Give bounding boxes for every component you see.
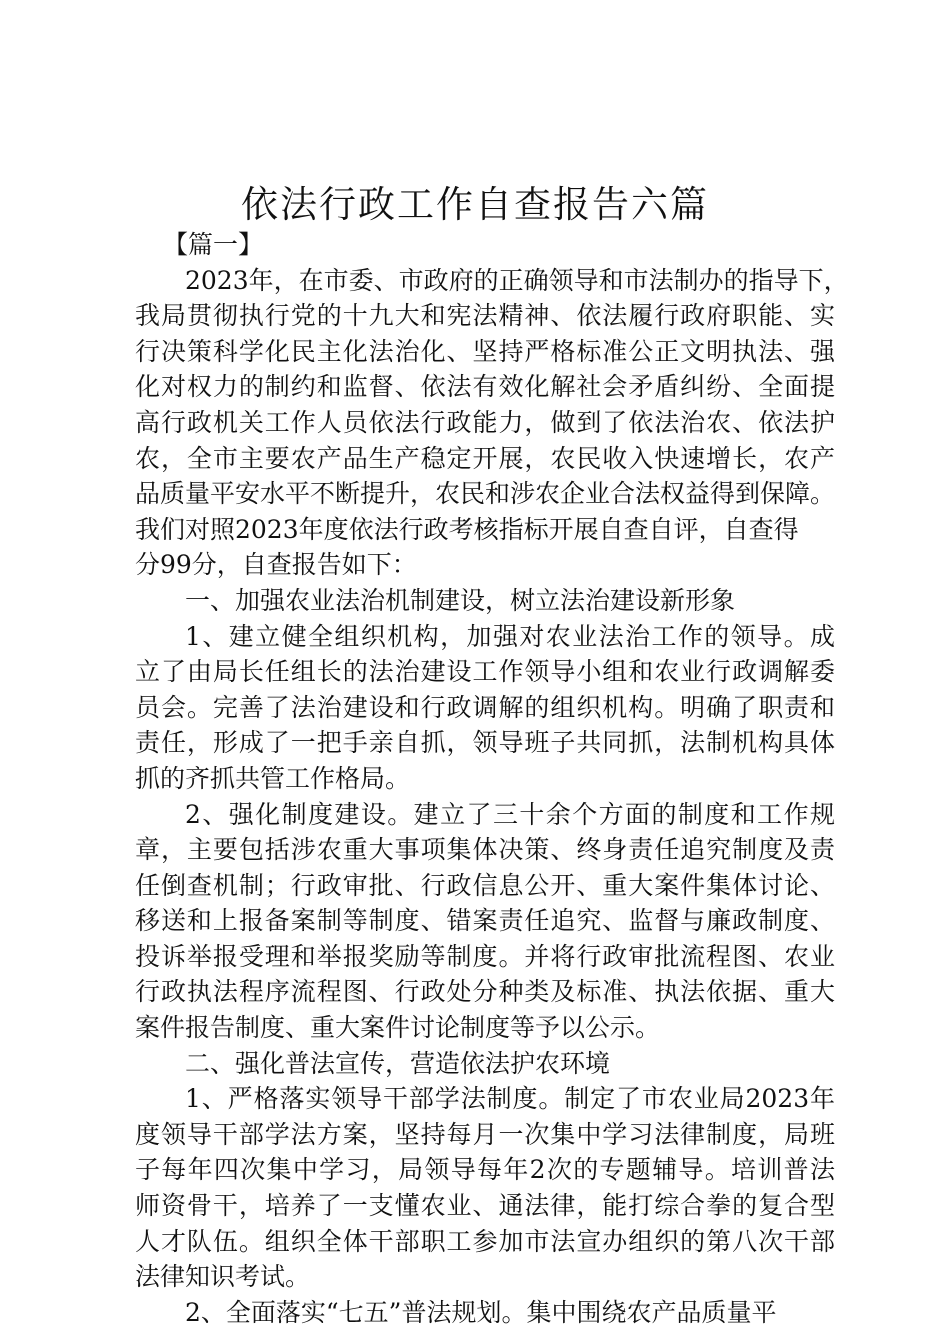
paragraph-line: 化对权力的制约和监督、依法有效化解社会矛盾纠纷、全面提 [135, 372, 835, 402]
paragraph-line: 分99分，自查报告如下： [135, 550, 417, 580]
paragraph-line: 行政执法程序流程图、行政处分种类及标准、执法依据、重大 [135, 977, 835, 1007]
paragraph-line: 员会。完善了法治建设和行政调解的组织机构。明确了职责和 [135, 692, 835, 722]
paragraph-line: 子每年四次集中学习，局领导每年2次的专题辅导。培训普法 [135, 1155, 835, 1185]
paragraph-line: 章，主要包括涉农重大事项集体决策、终身责任追究制度及责 [135, 835, 835, 865]
document-title: 依法行政工作自查报告六篇 [241, 183, 709, 226]
paragraph-line: 抓的齐抓共管工作格局。 [135, 763, 411, 793]
paragraph-line: 立了由局长任组长的法治建设工作领导小组和农业行政调解委 [135, 657, 835, 687]
document-body [135, 227, 849, 1330]
paragraph-line: 度领导干部学法方案，坚持每月一次集中学习法律制度，局班 [135, 1119, 835, 1149]
paragraph-line: 1、建立健全组织机构，加强对农业法治工作的领导。成 [185, 621, 835, 651]
paragraph-line: 农，全市主要农产品生产稳定开展，农民收入快速增长，农产 [135, 443, 835, 473]
paragraph-line: 行决策科学化民主化法治化、坚持严格标准公正文明执法、强 [135, 336, 835, 366]
paragraph-line: 1、严格落实领导干部学法制度。制定了市农业局2023年 [185, 1084, 835, 1114]
paragraph-line: 我们对照2023年度依法行政考核指标开展自查自评，自查得 [135, 514, 799, 544]
subheading: 一、加强农业法治机制建设，树立法治建设新形象 [185, 585, 736, 615]
paragraph-line: 品质量平安水平不断提升，农民和涉农企业合法权益得到保障。 [135, 479, 836, 509]
paragraph-line: 案件报告制度、重大案件讨论制度等予以公示。 [135, 1013, 661, 1043]
paragraph-line: 2023年，在市委、市政府的正确领导和市法制办的指导下， [185, 265, 849, 295]
paragraph-line: 任倒查机制；行政审批、行政信息公开、重大案件集体讨论、 [135, 870, 835, 900]
paragraph-line: 2、全面落实“七五”普法规划。集中围绕农产品质量平 [185, 1297, 777, 1327]
paragraph-line: 师资骨干，培养了一支懂农业、通法律，能打综合拳的复合型 [135, 1191, 835, 1221]
paragraph-line: 高行政机关工作人员依法行政能力，做到了依法治农、依法护 [135, 407, 835, 437]
paragraph-line: 法律知识考试。 [135, 1262, 311, 1292]
section-heading: 【篇一】 [163, 230, 264, 259]
paragraph-line: 2、强化制度建设。建立了三十余个方面的制度和工作规 [185, 799, 835, 829]
paragraph-line: 我局贯彻执行党的十九大和宪法精神、依法履行政府职能、实 [135, 301, 835, 331]
paragraph-line: 投诉举报受理和举报奖励等制度。并将行政审批流程图、农业 [135, 941, 835, 971]
paragraph-line: 移送和上报备案制等制度、错案责任追究、监督与廉政制度、 [135, 906, 835, 936]
paragraph-line: 责任，形成了一把手亲自抓，领导班子共同抓，法制机构具体 [135, 728, 835, 758]
paragraph-line: 人才队伍。组织全体干部职工参加市法宣办组织的第八次干部 [135, 1226, 835, 1256]
subheading: 二、强化普法宣传，营造依法护农环境 [185, 1048, 611, 1078]
